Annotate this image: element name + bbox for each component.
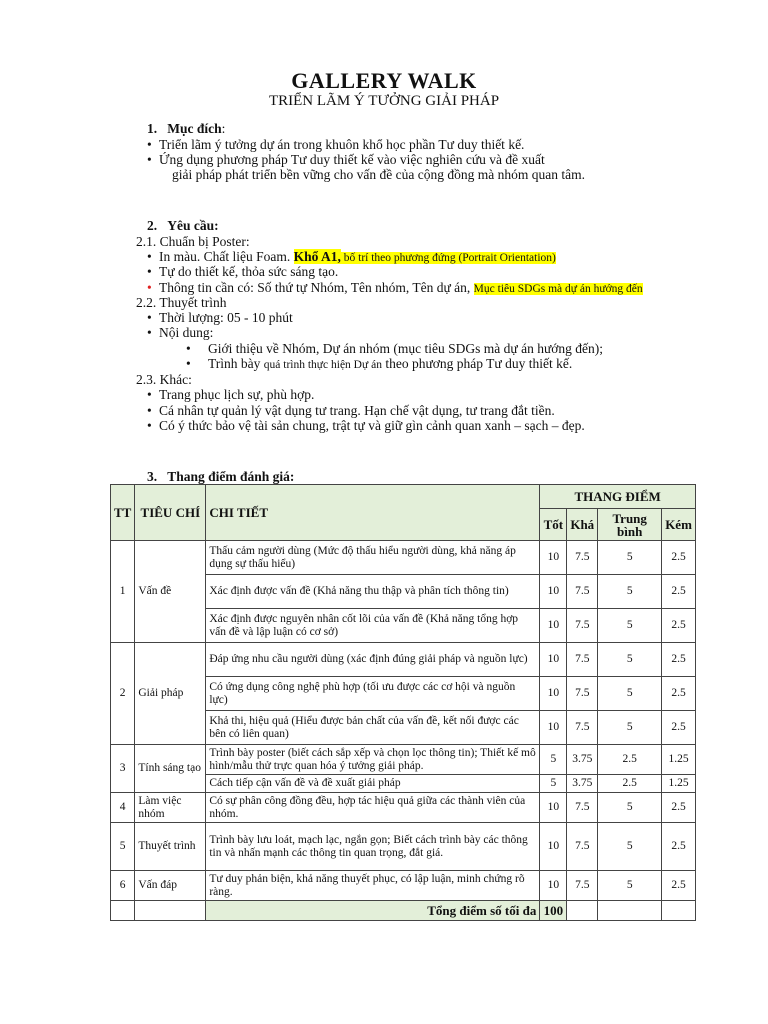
bullet-icon: • [147,137,152,152]
row-score-tot: 10 [540,541,567,575]
subsection-2-2-bullet-1: • Thời lượng: 05 - 10 phút [147,310,293,325]
row-score-kem: 2.5 [662,609,696,643]
row-tt: 6 [111,871,135,901]
table-body [111,541,696,901]
row-detail: Khả thi, hiệu quả (Hiểu được bản chất của vấn đề, kết nối được các bên có liên quan) [206,711,540,745]
bullet-icon: • [147,403,152,418]
subsection-2-2-subbullet-2: • Trình bày quá trình thực hiện Dự án theo phương pháp Tư duy thiết kế. [186,356,573,371]
row-score-tot: 5 [540,775,567,793]
bullet-icon: • [147,325,152,340]
row-criterion: Làm việc nhóm [135,793,206,823]
row-score-tot: 10 [540,823,567,871]
bullet-icon: • [147,387,152,402]
row-score-trung-binh: 2.5 [598,775,662,793]
row-score-kha: 3.75 [567,775,598,793]
row-criterion: Vấn đáp [135,871,206,901]
row-detail: Tư duy phản biện, khả năng thuyết phục, có lập luận, minh chứng rõ ràng. [206,871,540,901]
row-score-trung-binh: 5 [598,677,662,711]
row-score-trung-binh: 5 [598,575,662,609]
row-detail: Trình bày lưu loát, mạch lạc, ngắn gọn; Biết cách trình bày các thông tin và nhấn mạnh các thông tin quan trọng, đắt giá. [206,823,540,871]
row-score-kem: 2.5 [662,871,696,901]
row-score-tot: 10 [540,871,567,901]
document-subtitle: TRIỂN LÃM Ý TƯỞNG GIẢI PHÁP [268,93,500,109]
row-score-tot: 10 [540,643,567,677]
bullet-icon: • [147,249,152,264]
row-score-tot: 10 [540,575,567,609]
bullet-icon: • [147,264,152,279]
table-row [111,871,696,901]
row-detail: Xác định được vấn đề (Khả năng thu thập và phân tích thông tin) [206,575,540,609]
bullet-icon: • [147,418,152,433]
table-row [111,745,696,775]
row-score-tot: 10 [540,677,567,711]
scoring-table [110,484,696,921]
bullet-icon: • [147,152,152,167]
document-title: GALLERY WALK [291,68,477,93]
total-value: 100 [540,901,567,921]
total-label: Tổng điểm số tối đa [206,901,540,921]
row-score-kha: 7.5 [567,823,598,871]
row-score-tot: 10 [540,793,567,823]
row-score-tot: 10 [540,711,567,745]
subsection-2-3-bullet-3: • Có ý thức bảo vệ tài sản chung, trật tự và giữ gìn cảnh quan xanh – sạch – đẹp. [147,418,585,433]
header-thang-diem: THANG ĐIỂM [540,485,696,509]
section-1-bullet-2: • Ứng dụng phương pháp Tư duy thiết kế vào việc nghiên cứu và đề xuất [147,152,545,167]
row-tt: 2 [111,643,135,745]
bullet-icon: • [186,356,191,371]
subsection-2-2-subbullet-1: • Giới thiệu về Nhóm, Dự án nhóm (mục tiêu SDGs mà dự án hướng đến); [186,341,604,356]
row-score-kem: 2.5 [662,711,696,745]
row-score-trung-binh: 2.5 [598,745,662,775]
row-score-kha: 7.5 [567,677,598,711]
section-1-bullet-1: • Triển lãm ý tưởng dự án trong khuôn khổ học phần Tư duy thiết kế. [147,137,525,152]
total-empty-cell [567,901,598,921]
row-detail: Cách tiếp cận vấn đề và đề xuất giải pháp [206,775,540,793]
row-tt: 4 [111,793,135,823]
row-detail: Có sự phân công đồng đều, hợp tác hiệu quả giữa các thành viên của nhóm. [206,793,540,823]
row-score-kha: 7.5 [567,871,598,901]
total-empty-cell [598,901,662,921]
row-tt: 5 [111,823,135,871]
subsection-2-1-bullet-3: • Thông tin cần có: Số thứ tự Nhóm, Tên nhóm, Tên dự án, Mục tiêu SDGs mà dự án hướng đến [147,280,643,295]
row-score-kem: 1.25 [662,775,696,793]
row-tt: 1 [111,541,135,643]
row-score-kha: 7.5 [567,575,598,609]
bullet-icon: • [147,280,152,295]
subsection-2-1: 2.1. Chuẩn bị Poster: [136,234,250,249]
header-kha: Khá [567,509,598,541]
row-detail: Thấu cảm người dùng (Mức độ thấu hiểu người dùng, khả năng áp dụng sự thấu hiểu) [206,541,540,575]
total-empty-cell [135,901,206,921]
total-empty-cell [111,901,135,921]
header-kem: Kém [662,509,696,541]
row-score-tot: 5 [540,745,567,775]
header-tieu-chi: TIÊU CHÍ [135,485,206,541]
row-score-tot: 10 [540,609,567,643]
header-chi-tiet: CHI TIẾT [206,485,540,541]
row-score-trung-binh: 5 [598,541,662,575]
section-3-heading: 3. Thang điểm đánh giá: [147,469,295,484]
subsection-2-1-bullet-2: • Tự do thiết kế, thỏa sức sáng tạo. [147,264,339,279]
row-score-trung-binh: 5 [598,793,662,823]
row-score-kha: 7.5 [567,711,598,745]
row-score-kem: 2.5 [662,575,696,609]
row-detail: Có ứng dụng công nghệ phù hợp (tối ưu được các cơ hội và nguồn lực) [206,677,540,711]
header-tt: TT [111,485,135,541]
row-criterion: Tính sáng tạo [135,745,206,793]
row-score-kha: 3.75 [567,745,598,775]
header-trung-binh: Trung bình [598,509,662,541]
subsection-2-1-bullet-1: • In màu. Chất liệu Foam. Khổ A1, bố trí theo phương đứng (Portrait Orientation) [147,249,556,264]
section-2-heading: 2. Yêu cầu: [147,218,219,233]
row-score-kha: 7.5 [567,643,598,677]
subsection-2-3-bullet-2: • Cá nhân tự quản lý vật dụng tư trang. Hạn chế vật dụng, tư trang đắt tiền. [147,403,555,418]
row-score-kem: 2.5 [662,541,696,575]
row-score-trung-binh: 5 [598,643,662,677]
row-detail: Xác định được nguyên nhân cốt lõi của vấn đề (Khả năng tổng hợp vấn đề và lập luận có cơ sở) [206,609,540,643]
table-row [111,541,696,575]
row-tt: 3 [111,745,135,793]
row-score-trung-binh: 5 [598,609,662,643]
row-criterion: Thuyết trình [135,823,206,871]
subsection-2-3-bullet-1: • Trang phục lịch sự, phù hợp. [147,387,315,402]
bullet-icon: • [186,341,191,356]
row-score-trung-binh: 5 [598,823,662,871]
row-criterion: Vấn đề [135,541,206,643]
section-1-continuation: giải pháp phát triển bền vững cho vấn đề của cộng đồng mà nhóm quan tâm. [172,167,585,182]
row-score-kem: 2.5 [662,823,696,871]
row-score-trung-binh: 5 [598,711,662,745]
subsection-2-2-bullet-2: • Nội dung: [147,325,214,340]
row-score-kha: 7.5 [567,793,598,823]
row-score-kha: 7.5 [567,609,598,643]
table-row [111,823,696,871]
row-score-kha: 7.5 [567,541,598,575]
row-score-kem: 2.5 [662,677,696,711]
row-score-kem: 2.5 [662,643,696,677]
row-score-trung-binh: 5 [598,871,662,901]
table-row [111,793,696,823]
row-detail: Đáp ứng nhu cầu người dùng (xác định đúng giải pháp và nguồn lực) [206,643,540,677]
bullet-icon: • [147,310,152,325]
header-tot: Tốt [540,509,567,541]
table-row [111,643,696,677]
row-detail: Trình bày poster (biết cách sắp xếp và chọn lọc thông tin); Thiết kế mô hình/mẫu thử trực quan hóa ý tưởng giải pháp. [206,745,540,775]
total-empty-cell [662,901,696,921]
section-1-heading: 1. Mục đích: [147,121,226,136]
row-score-kem: 1.25 [662,745,696,775]
row-criterion: Giải pháp [135,643,206,745]
row-score-kem: 2.5 [662,793,696,823]
subsection-2-2: 2.2. Thuyết trình [136,295,227,310]
subsection-2-3: 2.3. Khác: [136,372,192,387]
